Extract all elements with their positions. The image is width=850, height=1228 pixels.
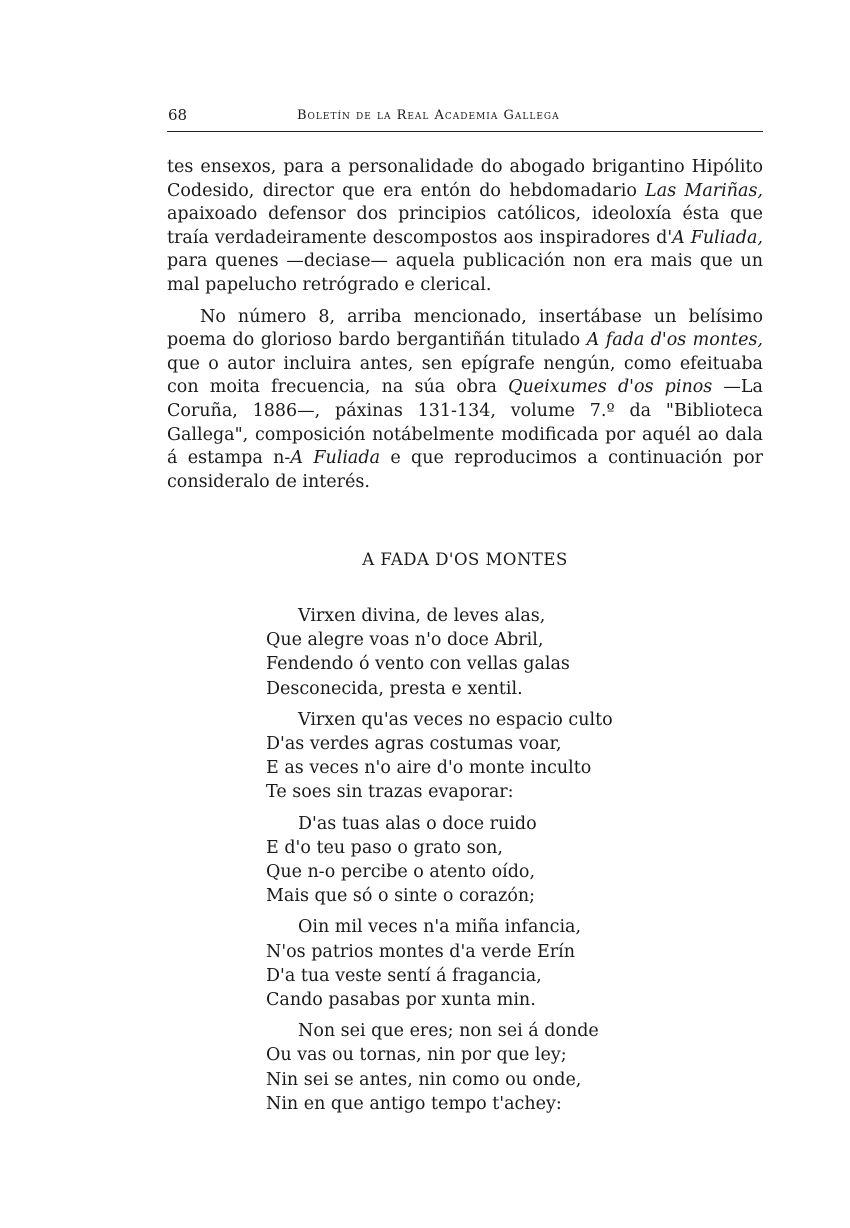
verse: Virxen divina, de leves alas, <box>298 606 546 626</box>
verse: Fendendo ó vento con vellas galas <box>266 654 570 675</box>
verse: D'a tua veste sentí á fragancia, <box>266 965 542 986</box>
verse: Oin mil veces n'a miña infancia, <box>298 917 582 938</box>
italic-title: Las Mariñas, <box>645 180 763 201</box>
verse: Mais que só o sinte o corazón; <box>266 886 536 907</box>
poem <box>266 604 686 1123</box>
italic-title: A fada d'os montes, <box>586 330 763 351</box>
verse: Que alegre voas n'o doce Abril, <box>266 630 544 651</box>
stanza <box>266 604 686 701</box>
italic-title: A Fuliada <box>290 448 380 469</box>
verse: Cando pasabas por xunta min. <box>266 990 536 1011</box>
poem-title: A FADA D'OS MONTES <box>362 550 568 569</box>
stanza <box>266 708 686 805</box>
page-number: 68 <box>168 106 188 124</box>
verse: E d'o teu paso o grato son, <box>266 837 503 858</box>
italic-title: Queixumes d'os pinos <box>508 377 713 398</box>
verse: E as veces n'o aire d'o monte inculto <box>266 758 592 779</box>
verse: Nin sei se antes, nin como ou onde, <box>266 1069 582 1090</box>
paragraph-1: tes ensexos, para a personalidade do abogado brigantino Hipólito Codesido, director que era entón do hebdomadario Las Mariñas, apaixoado defensor dos principios católicos, ideoloxía ésta que traía verdadeiramente descompostos aos inspiradores d'A Fuliada, para quenes —deciase— aquela publicación non era mais que un mal papelucho retrógrado e clerical. <box>167 157 763 295</box>
verse: Que n-o percibe o atento oído, <box>266 862 536 883</box>
verse: Virxen qu'as veces no espacio culto <box>298 709 613 730</box>
running-title: Boletín de la Real Academia Gallega <box>297 108 560 123</box>
italic-title: A Fuliada, <box>672 227 763 248</box>
verse: D'as verdes agras costumas voar, <box>266 734 562 755</box>
verse: Desconecida, presta e xentil. <box>266 678 523 699</box>
stanza <box>266 1019 686 1116</box>
verse: Ou vas ou tornas, nin por que ley; <box>266 1045 567 1066</box>
verse: Non sei que eres; non sei á donde <box>298 1021 599 1042</box>
stanza <box>266 812 686 909</box>
body-text <box>167 156 763 494</box>
verse: Te soes sin trazas evaporar: <box>266 782 514 803</box>
header-rule <box>167 131 763 132</box>
page-header <box>167 106 763 128</box>
verse: D'as tuas alas o doce ruido <box>298 813 537 834</box>
verse: N'os patrios montes d'a verde Erín <box>266 941 575 962</box>
stanza <box>266 915 686 1012</box>
paragraph-2: No número 8, arriba mencionado, insertábase un belísimo poema do glorioso bardo bergantiñán titulado A fada d'os montes, que o autor incluira antes, sen epígrafe nengún, como efeituaba con moita frecuencia, na súa obra Queixumes d'os pinos —La Coruña, 1886—, páxinas 131-134, volume 7.º da "Biblioteca Gallega", composición notábelmente modificada por aquél ao dala á estampa n-A Fuliada e que reproducimos a continuación por consideralo de interés. <box>167 306 763 492</box>
verse: Nin en que antigo tempo t'achey: <box>266 1093 562 1114</box>
